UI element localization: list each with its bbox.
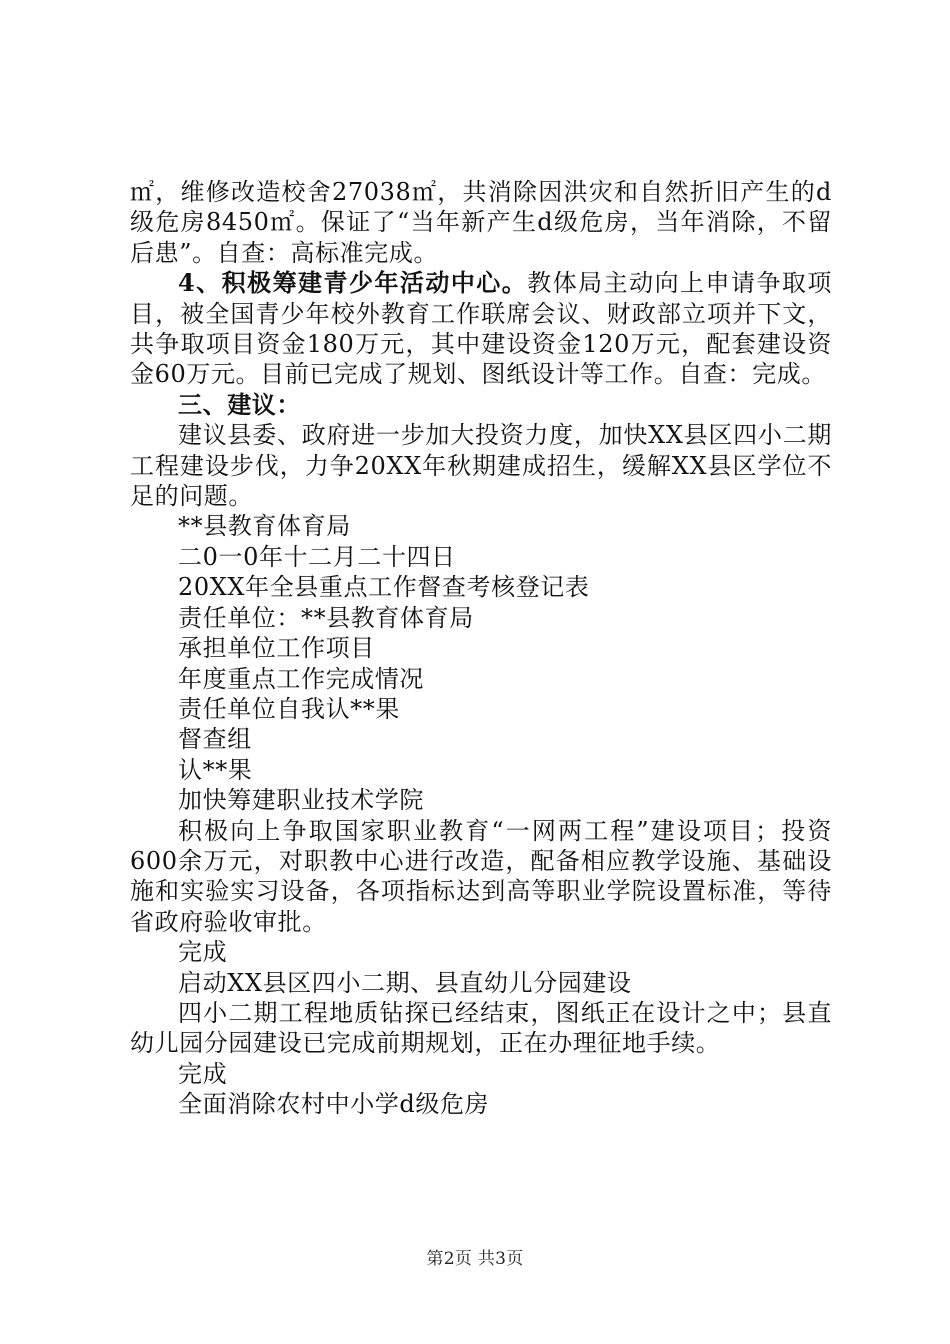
responsible-unit xyxy=(130,603,832,633)
table-cell-text: 启动XX县区四小二期、县直幼儿分园建设 xyxy=(178,968,632,997)
table-row-item xyxy=(130,1089,832,1119)
document-body xyxy=(130,177,832,1120)
table-header-text: 承担单位工作项目 xyxy=(178,634,375,663)
table-cell-text: 全面消除农村中小学d级危房 xyxy=(178,1090,490,1119)
table-row-item xyxy=(130,998,832,1059)
table-row-item xyxy=(130,785,832,815)
table-title-text: 20XX年全县重点工作督查考核登记表 xyxy=(178,573,590,602)
table-header-cell xyxy=(130,664,832,694)
section-heading-text: 三、建议： xyxy=(178,389,301,419)
table-header-text: 责任单位自我认**果 xyxy=(178,694,400,723)
table-header-text: 认**果 xyxy=(178,755,253,784)
signature-org xyxy=(130,511,832,541)
responsible-unit-text: 责任单位：**县教育体育局 xyxy=(178,603,474,632)
paragraph-text: 教体局主动向上申请争取项目，被全国青少年校外教育工作联席会议、财政部立项并下文，共争取项目资金180万元，其中建设资金120万元，配套建设资金60万元。目前已完成了规划、图纸设计等工作。自查：完成。 xyxy=(130,269,832,389)
signature-date-text: 二0一0年十二月二十四日 xyxy=(178,542,456,571)
table-cell-text: 四小二期工程地质钻探已经结束，图纸正在设计之中；县直幼儿园分园建设已完成前期规划，正在办理征地手续。 xyxy=(130,998,832,1058)
paragraph-text: ㎡，维修改造校舍27038㎡，共消除因洪灾和自然折旧产生的d级危房8450㎡。保证了“当年新产生d级危房，当年消除，不留后患”。自查：高标准完成。 xyxy=(130,178,832,267)
table-cell-text: 完成 xyxy=(178,1059,228,1088)
paragraph-text: 建议县委、政府进一步加大投资力度，加快XX县区四小二期工程建设步伐，力争20XX年秋期建成招生，缓解XX县区学位不足的问题。 xyxy=(130,421,832,511)
table-header-cell xyxy=(130,633,832,663)
page-number: 第2页 共3页 xyxy=(426,1249,524,1269)
paragraph-heading: 4、积极筹建青少年活动中心。 xyxy=(178,268,528,298)
table-row-item xyxy=(130,937,832,967)
table-row-item xyxy=(130,1059,832,1089)
table-header-cell xyxy=(130,724,832,754)
table-title xyxy=(130,572,832,602)
table-header-cell xyxy=(130,694,832,724)
table-row-item xyxy=(130,816,832,938)
signature-org-text: **县教育体育局 xyxy=(178,512,351,541)
paragraph xyxy=(130,268,832,390)
table-cell-text: 完成 xyxy=(178,938,228,967)
table-header-cell xyxy=(130,755,832,785)
table-cell-text: 加快筹建职业技术学院 xyxy=(178,786,424,815)
table-row-item xyxy=(130,968,832,998)
paragraph xyxy=(130,420,832,511)
table-cell-text: 积极向上争取国家职业教育“一网两工程”建设项目；投资600余万元，对职教中心进行改造，配备相应教学设施、基础设施和实验实习设备，各项指标达到高等职业学院设置标准，等待省政府验收审批。 xyxy=(130,816,832,936)
section-heading xyxy=(130,390,832,420)
table-header-text: 督查组 xyxy=(178,725,252,754)
signature-date xyxy=(130,542,832,572)
table-header-text: 年度重点工作完成情况 xyxy=(178,664,424,693)
paragraph xyxy=(130,177,832,268)
page-footer xyxy=(0,1244,950,1269)
